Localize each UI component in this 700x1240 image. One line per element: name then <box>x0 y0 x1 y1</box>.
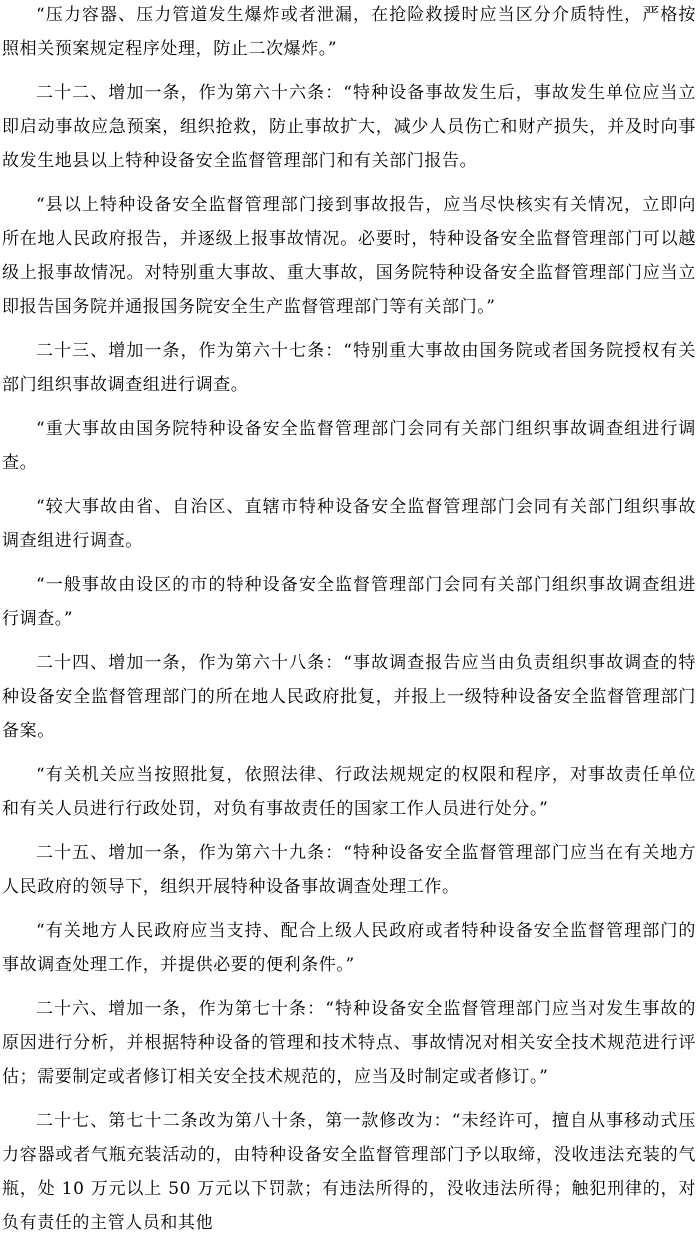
paragraph-7: “一般事故由设区的市的特种设备安全监督管理部门会同有关部门组织事故调查组进行调查。” <box>2 575 696 629</box>
paragraph-11: “有关地方人民政府应当支持、配合上级人民政府或者特种设备安全监督管理部门的事故调查处理工作，并提供必要的便利条件。” <box>2 921 696 975</box>
paragraph-2: 二十二、增加一条，作为第六十六条：“特种设备事故发生后，事故发生单位应当立即启动事故应急预案，组织抢救，防止事故扩大，减少人员伤亡和财产损失，并及时向事故发生地县以上特种设备安全监督管理部门和有关部门报告。 <box>2 83 696 171</box>
paragraph-12: 二十六、增加一条，作为第七十条：“特种设备安全监督管理部门应当对发生事故的原因进行分析，并根据特种设备的管理和技术特点、事故情况对相关安全技术规范进行评估；需要制定或者修订相关安全技术规范的，应当及时制定或者修订。” <box>2 999 696 1087</box>
paragraph-1: “压力容器、压力管道发生爆炸或者泄漏，在抢险救援时应当区分介质特性，严格按照相关预案规定程序处理，防止二次爆炸。” <box>2 5 696 59</box>
paragraph-6: “较大事故由省、自治区、直辖市特种设备安全监督管理部门会同有关部门组织事故调查组进行调查。 <box>2 497 696 551</box>
paragraph-8: 二十四、增加一条，作为第六十八条：“事故调查报告应当由负责组织事故调查的特种设备安全监督管理部门的所在地人民政府批复，并报上一级特种设备安全监督管理部门备案。 <box>2 653 696 741</box>
paragraph-5: “重大事故由国务院特种设备安全监督管理部门会同有关部门组织事故调查组进行调查。 <box>2 419 696 473</box>
paragraph-13: 二十七、第七十二条改为第八十条，第一款修改为：“未经许可，擅自从事移动式压力容器或者气瓶充装活动的，由特种设备安全监督管理部门予以取缔，没收违法充装的气瓶，处 10 万元以上 50 万元以下罚款；有违法所得的，没收违法所得；触犯刑律的，对负有责任的主管人员和其他 <box>2 1111 696 1233</box>
paragraph-3: “县以上特种设备安全监督管理部门接到事故报告，应当尽快核实有关情况，立即向所在地人民政府报告，并逐级上报事故情况。必要时，特种设备安全监督管理部门可以越级上报事故情况。对特别重大事故、重大事故，国务院特种设备安全监督管理部门应当立即报告国务院并通报国务院安全生产监督管理部门等有关部门。” <box>2 195 696 317</box>
paragraph-9: “有关机关应当按照批复，依照法律、行政法规规定的权限和程序，对事故责任单位和有关人员进行行政处罚，对负有事故责任的国家工作人员进行处分。” <box>2 765 696 819</box>
paragraph-4: 二十三、增加一条，作为第六十七条：“特别重大事故由国务院或者国务院授权有关部门组织事故调查组进行调查。 <box>2 341 696 395</box>
paragraph-10: 二十五、增加一条，作为第六十九条：“特种设备安全监督管理部门应当在有关地方人民政府的领导下，组织开展特种设备事故调查处理工作。 <box>2 843 696 897</box>
